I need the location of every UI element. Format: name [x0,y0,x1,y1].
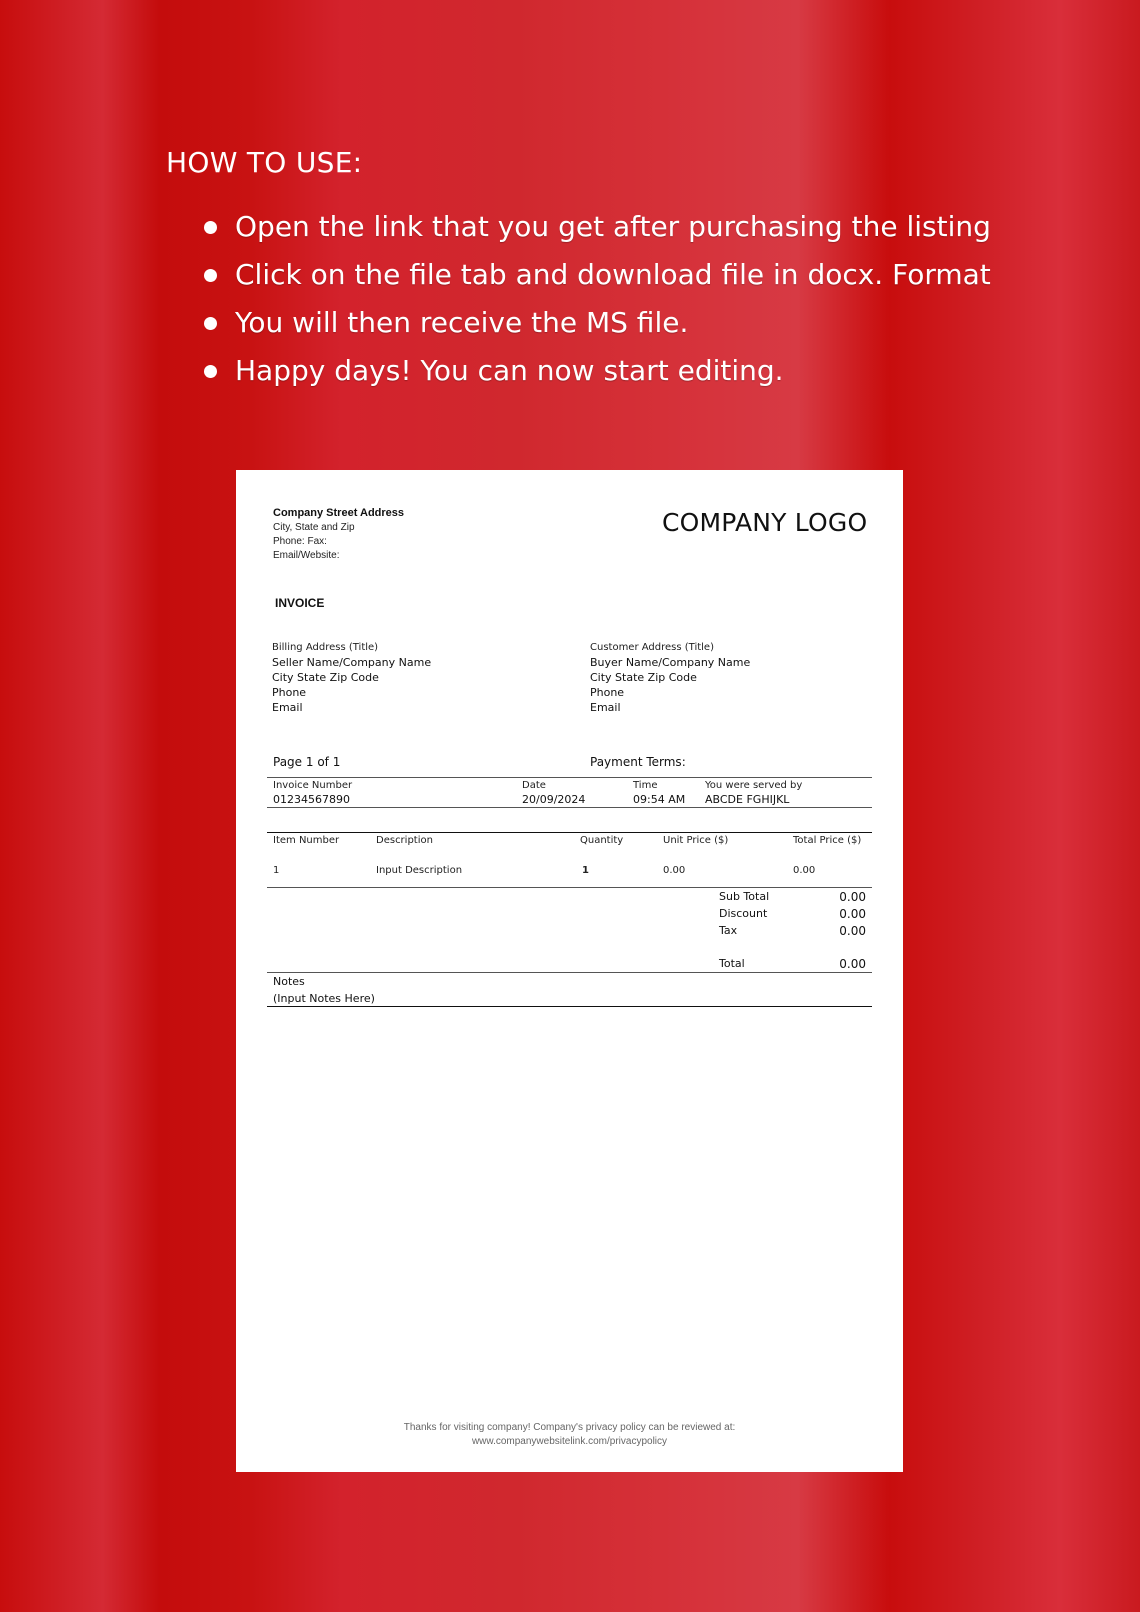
row-quantity: 1 [582,865,589,876]
billing-name: Seller Name/Company Name [272,656,432,669]
instruction-text: You will then receive the MS file. [235,306,689,339]
tax-value: 0.00 [839,924,866,938]
served-by: ABCDE FGHIJKL [705,793,790,806]
instruction-step [200,349,1000,392]
header-description: Description [376,835,433,846]
company-logo: COMPANY LOGO [662,508,868,537]
time-label: Time [633,780,658,791]
row-description: Input Description [376,865,463,876]
company-email: Email/Website: [273,550,340,561]
divider [267,777,872,778]
bullet-icon [204,269,217,282]
row-item-number: 1 [273,865,280,876]
invoice-number: 01234567890 [273,793,350,806]
instruction-text: Open the link that you get after purchasing the listing [235,210,991,243]
footer-line-2: www.companywebsitelink.com/privacypolicy [471,1436,668,1447]
customer-name: Buyer Name/Company Name [590,656,751,669]
how-to-use-title: HOW TO USE: [166,146,363,179]
header-item-number: Item Number [273,835,340,846]
instruction-list [200,205,1000,397]
total-label: Total [719,957,745,970]
header-total-price: Total Price ($) [793,835,862,846]
footer-line-1: Thanks for visiting company! Company's privacy policy can be reviewed at: [403,1422,736,1433]
customer-city: City State Zip Code [590,671,697,684]
instruction-text: Click on the file tab and download file in docx. Format [235,258,991,291]
page-number: Page 1 of 1 [273,755,341,769]
served-by-label: You were served by [705,780,803,791]
customer-phone: Phone [590,686,625,699]
invoice-date: 20/09/2024 [522,793,586,806]
instruction-step [200,253,1000,296]
payment-terms: Payment Terms: [590,755,686,769]
divider [267,1006,872,1007]
invoice-number-label: Invoice Number [273,780,353,791]
divider [267,887,872,888]
tax-label: Tax [719,924,738,937]
subtotal-label: Sub Total [719,890,770,903]
discount-value: 0.00 [839,907,866,921]
customer-title: Customer Address (Title) [590,642,714,653]
date-label: Date [522,780,546,791]
instruction-step [200,205,1000,248]
instruction-text: Happy days! You can now start editing. [235,354,784,387]
notes-label: Notes [273,975,305,988]
divider [267,972,872,973]
invoice-heading: INVOICE [275,596,325,610]
company-city: City, State and Zip [273,522,355,533]
bullet-icon [204,317,217,330]
total-value: 0.00 [839,957,866,971]
row-unit-price: 0.00 [663,865,686,876]
notes-text: (Input Notes Here) [273,992,375,1005]
divider [267,807,872,808]
discount-label: Discount [719,907,768,920]
company-phone: Phone: Fax: [273,536,327,547]
company-street: Company Street Address [273,507,405,519]
subtotal-value: 0.00 [839,890,866,904]
divider [267,832,872,833]
bullet-icon [204,365,217,378]
customer-email: Email [590,701,621,714]
billing-phone: Phone [272,686,307,699]
billing-city: City State Zip Code [272,671,379,684]
header-quantity: Quantity [580,835,624,846]
billing-title: Billing Address (Title) [272,642,379,653]
instruction-step [200,301,1000,344]
invoice-document [236,470,903,1472]
row-total-price: 0.00 [793,865,816,876]
billing-email: Email [272,701,303,714]
invoice-time: 09:54 AM [633,793,686,806]
header-unit-price: Unit Price ($) [663,835,729,846]
bullet-icon [204,221,217,234]
